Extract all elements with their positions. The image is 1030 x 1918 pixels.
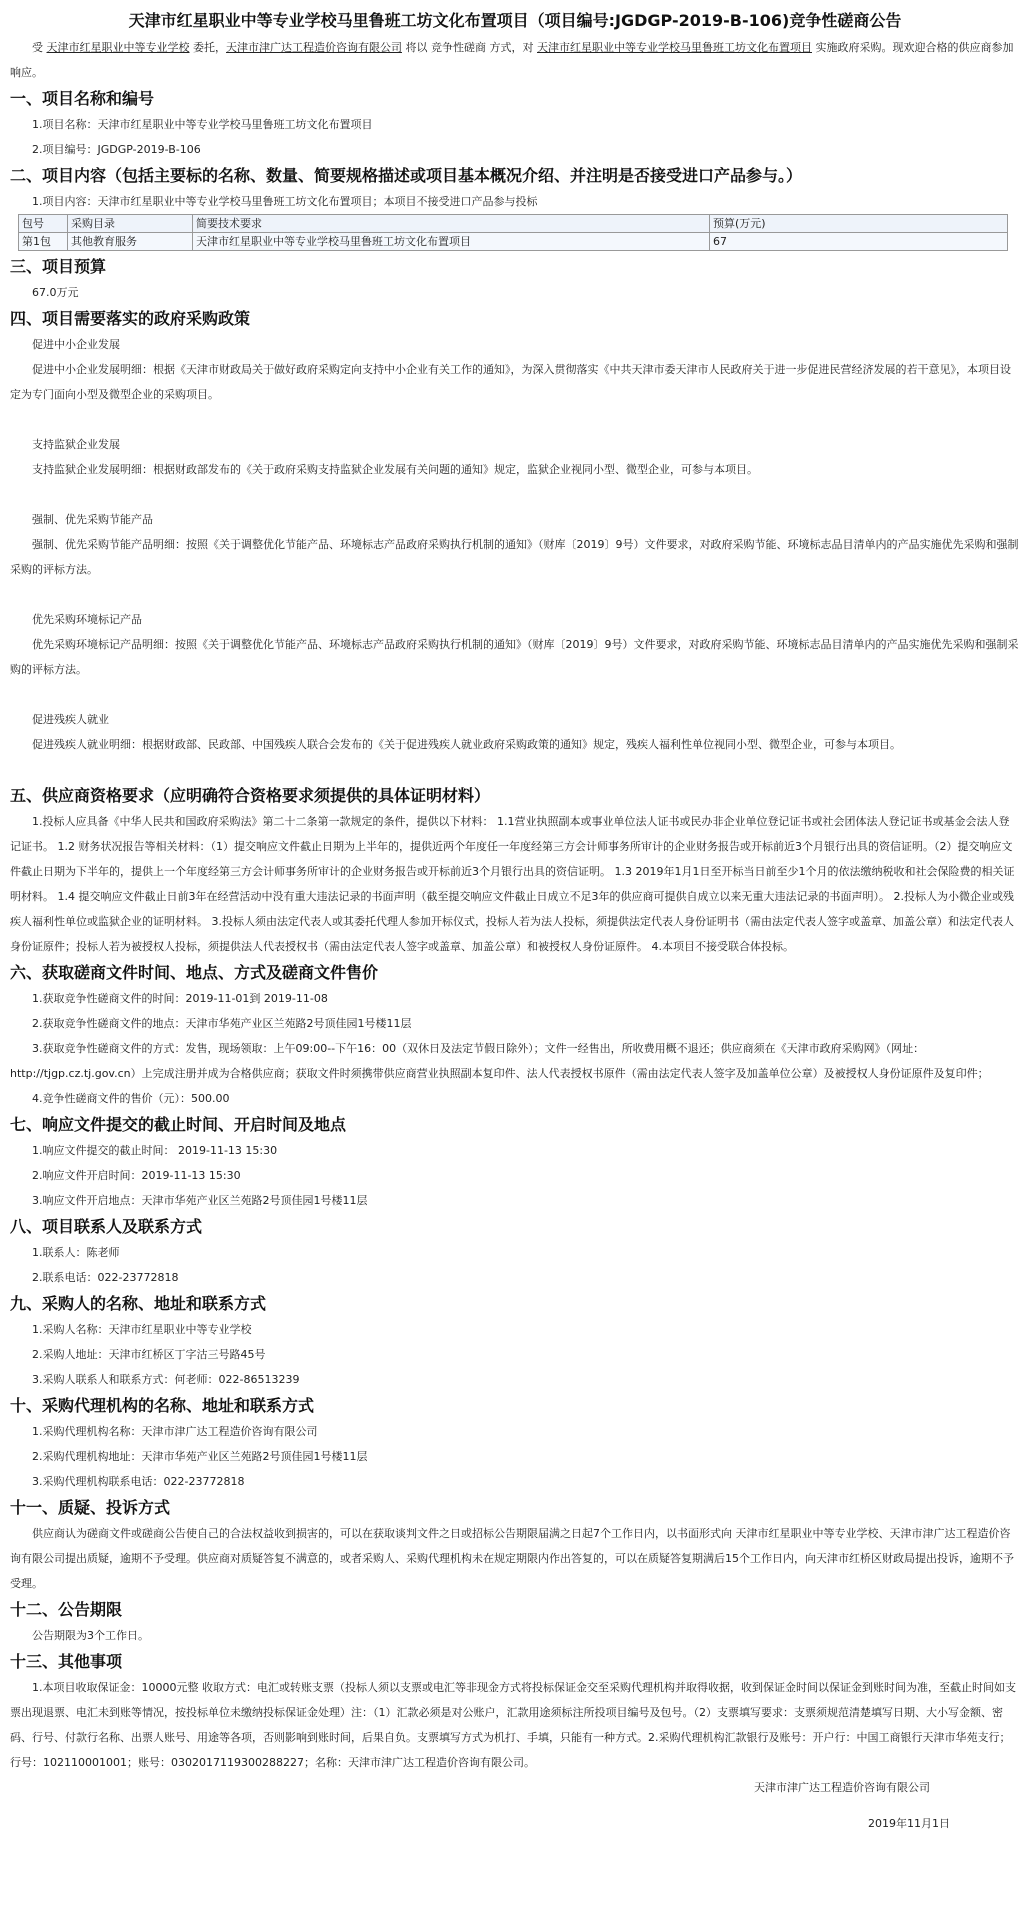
buyer-contact: 3.采购人联系人和联系方式：何老师：022-86513239 bbox=[32, 1373, 300, 1386]
policy-1-title: 促进中小企业发展 bbox=[32, 338, 120, 351]
project-content: 1.项目内容：天津市红星职业中等专业学校马里鲁班工坊文化布置项目；本项目不接受进口产品参与投标 bbox=[32, 195, 538, 208]
table-header: 简要技术要求 bbox=[193, 215, 710, 233]
table-cell: 67 bbox=[710, 233, 1008, 251]
policy-5-title: 促进残疾人就业 bbox=[32, 713, 109, 726]
table-cell: 其他教育服务 bbox=[68, 233, 193, 251]
opening-time: 2.响应文件开启时间：2019-11-13 15:30 bbox=[32, 1169, 241, 1182]
section-5-title: 五、供应商资格要求（应明确符合资格要求须提供的具体证明材料） bbox=[10, 786, 491, 805]
section-10-title: 十、采购代理机构的名称、地址和联系方式 bbox=[10, 1396, 315, 1415]
policy-4-text: 优先采购环境标记产品明细：按照《关于调整优化节能产品、环境标志产品政府采购执行机制的通知》（财库〔2019〕9号）文件要求，对政府采购节能、环境标志品目清单内的产品实施优先采购和强制采购的评标方法。 bbox=[10, 638, 1019, 676]
policy-2-title: 支持监狱企业发展 bbox=[32, 438, 120, 451]
contact-phone: 2.联系电话：022-23772818 bbox=[32, 1271, 179, 1284]
doc-time: 1.获取竞争性磋商文件的时间：2019-11-01到 2019-11-08 bbox=[32, 992, 328, 1005]
doc-method: 3.获取竞争性磋商文件的方式：发售，现场领取：上午09:00--下午16：00（双休日及法定节假日除外）；文件一经售出，所收费用概不退还；供应商须在《天津市政府采购网》（网址：http://tjgp.cz.tj.gov.cn）上完成注册并成为合格供应商；获取文件时须携带供应商营业执照副本复印件、法人代表授权书原件（需由法定代表人签字及加盖单位公章）及被授权人身份证原件及复印件； bbox=[10, 1042, 989, 1080]
contact-person: 1.联系人：陈老师 bbox=[32, 1246, 120, 1259]
table-cell: 天津市红星职业中等专业学校马里鲁班工坊文化布置项目 bbox=[193, 233, 710, 251]
intro-text: 委托， bbox=[193, 41, 226, 54]
opening-place: 3.响应文件开启地点：天津市华苑产业区兰苑路2号顶佳园1号楼11层 bbox=[32, 1194, 368, 1207]
project-name: 1.项目名称：天津市红星职业中等专业学校马里鲁班工坊文化布置项目 bbox=[32, 118, 373, 131]
qualification-text: 1.投标人应具备《中华人民共和国政府采购法》第二十二条第一款规定的条件，提供以下材料： 1.1营业执照副本或事业单位法人证书或民办非企业单位登记证书或社会团体法人登记证书或基金会法人登记证书。 1.2 财务状况报告等相关材料：（1）提交响应文件截止日期为上半年的，提供近两个年度任一年度经第三方会计师事务所审计的企业财务报告或开标前近3个月银行出具的资信证明。（2）提交响应文件截止日期为下半年的，提供上一个年度经第三方会计师事务所审计的企业财务报告或开标前近3个月银行出具的资信证明。 1.3 2019年1月1日至开标当日前至少1个月的依法缴纳税收和社会保险费的相关证明材料。 1.4 提交响应文件截止日前3年在经营活动中没有重大违法记录的书面声明（截至提交响应文件截止日成立不足3年的供应商可提供自成立以来无重大违法记录的书面声明）。 2.投标人为小微企业或残疾人福利性单位或监狱企业的证明材料。 3.投标人须由法定代表人或其委托代理人参加开标仪式，投标人若为法人投标，须提供法定代表人身份证明书（需由法定代表人签字或盖章、加盖公章）和法定代表人身份证原件；投标人若为被授权人投标，须提供法人代表授权书（需由法定代表人签字或盖章、加盖公章）和被授权人身份证原件。 4.本项目不接受联合体投标。 bbox=[10, 815, 1015, 953]
section-11-title: 十一、质疑、投诉方式 bbox=[10, 1498, 171, 1517]
signature-date: 2019年11月1日 bbox=[868, 1817, 950, 1830]
budget-value: 67.0万元 bbox=[32, 286, 79, 299]
doc-place: 2.获取竞争性磋商文件的地点：天津市华苑产业区兰苑路2号顶佳园1号楼11层 bbox=[32, 1017, 412, 1030]
policy-5-text: 促进残疾人就业明细：根据财政部、民政部、中国残疾人联合会发布的《关于促进残疾人就业政府采购政策的通知》规定，残疾人福利性单位视同小型、微型企业，可参与本项目。 bbox=[32, 738, 901, 751]
section-13-title: 十三、其他事项 bbox=[10, 1652, 123, 1671]
page-title: 天津市红星职业中等专业学校马里鲁班工坊文化布置项目（项目编号:JGDGP-2019-B-106)竞争性磋商公告 bbox=[128, 11, 902, 30]
intro-text: 实施政府采购。现欢迎合格的供应商参加响应。 bbox=[10, 41, 1014, 79]
section-12-title: 十二、公告期限 bbox=[10, 1600, 123, 1619]
agent-phone: 3.采购代理机构联系电话：022-23772818 bbox=[32, 1475, 245, 1488]
project-link[interactable]: 天津市红星职业中等专业学校马里鲁班工坊文化布置项目 bbox=[537, 41, 812, 54]
table-header: 包号 bbox=[19, 215, 68, 233]
other-matters-text: 1.本项目收取保证金：10000元整 收取方式：电汇或转账支票（投标人须以支票或电汇等非现金方式将投标保证金交至采购代理机构并取得收据，收到保证金时间以保证金到账时间为准，至截止时间如支票出现退票、电汇未到账等情况，按投标单位未缴纳投标保证金处理）注：（1）汇款必须是对公账户，汇款用途须标注所投项目编号及包号。（2）支票填写要求：支票须规范清楚填写日期、大小写金额、密码、行号、付款行名称、出票人账号、用途等各项，否则影响到账时间，后果自负。支票填写方式为机打、手填，只能有一种方式。2.采购代理机构汇款银行及账号：开户行：中国工商银行天津市华苑支行；行号：102110001001；账号：0302017119300288227；名称：天津市津广达工程造价咨询有限公司。 bbox=[10, 1681, 1016, 1769]
buyer-name: 1.采购人名称：天津市红星职业中等专业学校 bbox=[32, 1323, 252, 1336]
policy-3-title: 强制、优先采购节能产品 bbox=[32, 513, 153, 526]
doc-price: 4.竞争性磋商文件的售价（元）：500.00 bbox=[32, 1092, 230, 1105]
section-9-title: 九、采购人的名称、地址和联系方式 bbox=[10, 1294, 267, 1313]
table-cell: 第1包 bbox=[19, 233, 68, 251]
policy-1-text: 促进中小企业发展明细：根据《天津市财政局关于做好政府采购定向支持中小企业有关工作的通知》，为深入贯彻落实《中共天津市委天津市人民政府关于进一步促进民营经济发展的若干意见》，本项目设定为专门面向小型及微型企业的采购项目。 bbox=[10, 363, 1011, 401]
table-header: 预算(万元) bbox=[710, 215, 1008, 233]
section-7-title: 七、响应文件提交的截止时间、开启时间及地点 bbox=[10, 1115, 347, 1134]
buyer-address: 2.采购人地址：天津市红桥区丁字沽三号路45号 bbox=[32, 1348, 266, 1361]
deadline: 1.响应文件提交的截止时间： 2019-11-13 15:30 bbox=[32, 1144, 278, 1157]
package-table bbox=[18, 214, 1008, 251]
notice-period: 公告期限为3个工作日。 bbox=[32, 1629, 149, 1642]
section-1-title: 一、项目名称和编号 bbox=[10, 89, 155, 108]
agent-name: 1.采购代理机构名称：天津市津广达工程造价咨询有限公司 bbox=[32, 1425, 318, 1438]
agent-link[interactable]: 天津市津广达工程造价咨询有限公司 bbox=[226, 41, 402, 54]
signature-org: 天津市津广达工程造价咨询有限公司 bbox=[754, 1781, 930, 1794]
section-3-title: 三、项目预算 bbox=[10, 257, 107, 276]
table-header-row bbox=[19, 215, 1008, 233]
complaint-text: 供应商认为磋商文件或磋商公告使自己的合法权益收到损害的，可以在获取谈判文件之日或招标公告期限届满之日起7个工作日内，以书面形式向 天津市红星职业中等专业学校、天津市津广达工程造价咨询有限公司提出质疑，逾期不予受理。供应商对质疑答复不满意的，或者采购人、采购代理机构未在规定期限内作出答复的，可以在质疑答复期满后15个工作日内，向天津市红桥区财政局提出投诉，逾期不予受理。 bbox=[10, 1527, 1014, 1590]
policy-3-text: 强制、优先采购节能产品明细：按照《关于调整优化节能产品、环境标志产品政府采购执行机制的通知》（财库〔2019〕9号）文件要求，对政府采购节能、环境标志品目清单内的产品实施优先采购和强制采购的评标方法。 bbox=[10, 538, 1019, 576]
section-6-title: 六、获取磋商文件时间、地点、方式及磋商文件售价 bbox=[10, 963, 379, 982]
section-2-title: 二、项目内容（包括主要标的名称、数量、简要规格描述或项目基本概况介绍、并注明是否接受进口产品参与。） bbox=[10, 166, 803, 185]
policy-4-title: 优先采购环境标记产品 bbox=[32, 613, 142, 626]
section-4-title: 四、项目需要落实的政府采购政策 bbox=[10, 309, 251, 328]
project-number: 2.项目编号：JGDGP-2019-B-106 bbox=[32, 143, 201, 156]
buyer-link[interactable]: 天津市红星职业中等专业学校 bbox=[46, 41, 190, 54]
table-row bbox=[19, 233, 1008, 251]
intro-text: 将以 竞争性磋商 方式，对 bbox=[405, 41, 534, 54]
intro-text: 受 bbox=[32, 41, 43, 54]
table-header: 采购目录 bbox=[68, 215, 193, 233]
agent-address: 2.采购代理机构地址：天津市华苑产业区兰苑路2号顶佳园1号楼11层 bbox=[32, 1450, 368, 1463]
section-8-title: 八、项目联系人及联系方式 bbox=[10, 1217, 203, 1236]
intro-paragraph bbox=[10, 35, 1020, 85]
policy-2-text: 支持监狱企业发展明细：根据财政部发布的《关于政府采购支持监狱企业发展有关问题的通知》规定，监狱企业视同小型、微型企业，可参与本项目。 bbox=[32, 463, 758, 476]
